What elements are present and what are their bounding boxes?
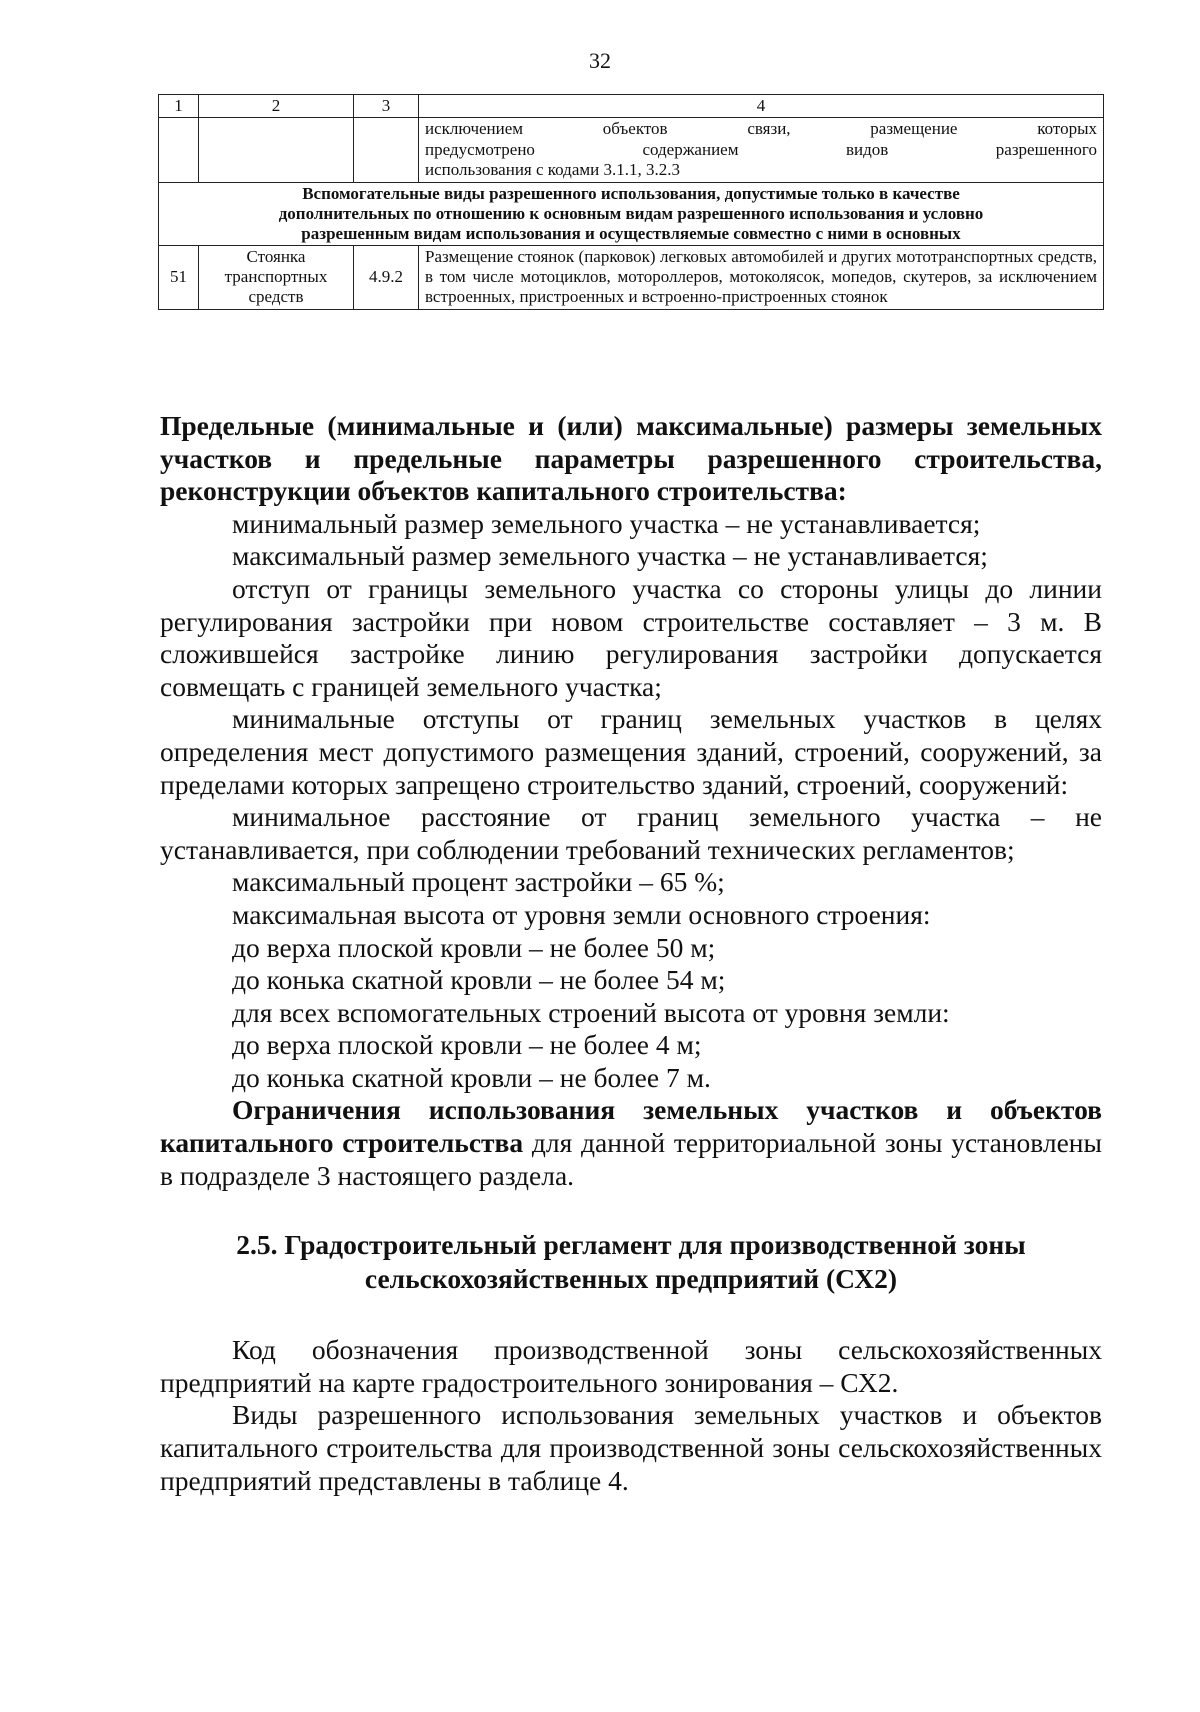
empty-cell (354, 118, 419, 182)
limit-max-plot-size: максимальный размер земельного участка – не устанавливается; (232, 540, 988, 572)
limit-max-height: максимальная высота от уровня земли основного строения: (232, 898, 931, 930)
document-body (160, 410, 1102, 1497)
use-type-name: Стоянка транспортных средств (199, 245, 354, 309)
section-title (160, 1228, 1102, 1296)
continuation-line: предусмотрено содержанием видов разрешенного (425, 139, 1097, 159)
continuation-description (419, 118, 1104, 182)
limit-flat-roof-aux: до верха плоской кровли – не более 4 м; (232, 1029, 702, 1061)
limit-min-setbacks: минимальные отступы от границ земельных участков в целях определения мест допустимого размещения зданий, строений, сооружений, за пределами которых запрещено строительство зданий, строений, сооружений: (160, 703, 1102, 800)
restrictions-rest: для данной территориальной зоны установлены в подразделе 3 настоящего раздела. (160, 1127, 1102, 1191)
limit-street-setback: отступ от границы земельного участка со стороны улицы до линии регулирования застройки при новом строительстве составляет – 3 м. В сложившейся застройке линию регулирования застройки допускается совмещать с границей земельного участка; (160, 572, 1102, 702)
header-cell-4: 4 (419, 95, 1104, 118)
table-row (159, 245, 1104, 309)
note-line: Вспомогательные виды разрешенного использования, допустимые только в качестве (302, 183, 960, 203)
table-header-row (159, 95, 1104, 118)
use-type-code: 4.9.2 (354, 245, 419, 309)
note-line: дополнительных по отношению к основным видам разрешенного использования и условно (278, 203, 984, 223)
section-title-line2: сельскохозяйственных предприятий (СХ2) (364, 1263, 898, 1295)
restrictions-bold: Ограничения использования земельных участков и объектов капитального строительства (160, 1094, 1102, 1159)
limit-min-plot-size: минимальный размер земельного участка – не устанавливается; (232, 507, 981, 539)
table-note-row (159, 182, 1104, 245)
limit-min-distance: минимальное расстояние от границ земельного участка – не устанавливается, при соблюдении требований технических регламентов; (160, 801, 1102, 865)
empty-cell (159, 118, 199, 182)
limit-pitched-roof-aux: до конька скатной кровли – не более 7 м. (232, 1061, 711, 1093)
header-cell-2: 2 (199, 95, 354, 118)
header-cell-3: 3 (354, 95, 419, 118)
section-title-line1: 2.5. Градостроительный регламент для производственной зоны (236, 1229, 1026, 1261)
note-line: разрешенным видам использования и осуществляемые совместно с ними в основных (301, 223, 961, 243)
header-cell-1: 1 (159, 95, 199, 118)
empty-cell (199, 118, 354, 182)
table-row-continuation (159, 118, 1104, 182)
auxiliary-uses-note (159, 182, 1104, 245)
row-number: 51 (159, 245, 199, 309)
limit-max-coverage: максимальный процент застройки – 65 %; (232, 866, 725, 898)
limits-heading: Предельные (минимальные и (или) максимальные) размеры земельных участков и предельные параметры разрешенного строительства, реконструкции объектов капитального строительства: (160, 410, 1102, 507)
continuation-line: использования с кодами 3.1.1, 3.2.3 (425, 160, 680, 180)
page-number: 32 (589, 48, 611, 73)
limit-flat-roof-main: до верха плоской кровли – не более 50 м; (232, 931, 716, 963)
restrictions-paragraph (160, 1094, 1102, 1192)
zone-code-paragraph: Код обозначения производственной зоны сельскохозяйственных предприятий на карте градостроительного зонирования – СХ2. (160, 1334, 1102, 1398)
limit-auxiliary-height: для всех вспомогательных строений высота от уровня земли: (232, 996, 950, 1028)
limit-pitched-roof-main: до конька скатной кровли – не более 54 м; (232, 964, 726, 996)
use-types-paragraph: Виды разрешенного использования земельных участков и объектов капитального строительства для производственной зоны сельскохозяйственных предприятий представлены в таблице 4. (160, 1399, 1102, 1496)
continuation-line: исключением объектов связи, размещение которых (425, 119, 1097, 139)
use-type-description: Размещение стоянок (парковок) легковых автомобилей и других мототранспортных средств, в том числе мотоциклов, мотороллеров, мотоколясок, мопедов, скутеров, за исключением встроенных, пристроенных и встроенно-пристроенных стоянок (419, 245, 1104, 309)
land-use-table (158, 94, 1104, 310)
